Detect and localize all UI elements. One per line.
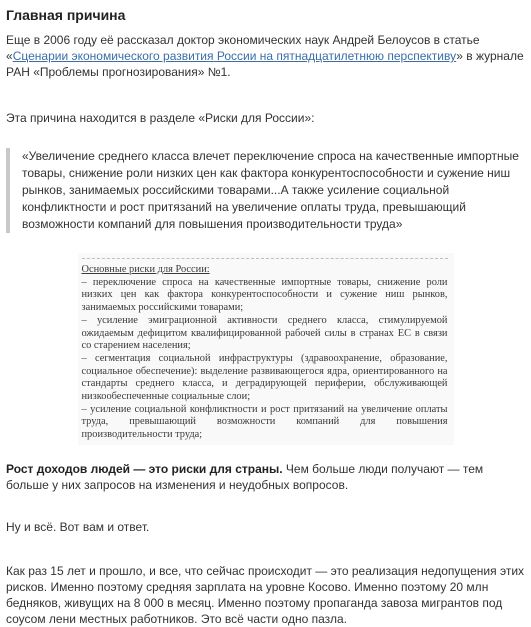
section-paragraph: Эта причина находится в разделе «Риски для России»:: [6, 111, 315, 125]
intro-paragraph: [6, 32, 525, 80]
scan-item: – сегментация социальной инфраструктуры (здравоохранение, образование, социальное обеспечение): выделение развивающегося ядра, ориентированного на стандарты среднего класса, и деградирующей периферии, обслуживающей низкообеспеченные социальные слои;: [81, 352, 448, 403]
intro-text-after: » в журнале РАН «Проблемы прогнозирования» №1.: [6, 49, 524, 79]
blockquote: «Увеличение среднего класса влечет переключение спроса на качественные импортные товары, снижение роли низких цен как фактора конкурентоспособности и сужение ниш рынков, занимаемых российскими товарами...А также усиление социальной конфликтности и рост притязаний на увеличение оплаты труда, превышающий возможности компаний для повышения производительности труда»: [6, 148, 525, 233]
scan-item: – переключение спроса на качественные импортные товары, снижение роли низких цен как фактора конкурентоспособности и сужение ниш рынков, занимаемых российскими товарами;: [81, 276, 448, 314]
conclusion-text: Чем больше люди получают — тем больше у них запросов на изменения и неудобных вопросов.: [6, 462, 484, 492]
final-paragraph: Как раз 15 лет и прошло, и все, что сейчас происходит — это реализация недопущения этих рисков. Именно поэтому средняя зарплата на уровне Косово. Именно поэтому 20 млн бедняков, живущих на 8 000 в месяц. Именно поэтому пропаганда завоза мигрантов под соусом лени местных работников. Это всё части одно пазла.: [6, 564, 525, 626]
scanned-document-image: [78, 253, 454, 445]
scan-item: – усиление социальной конфликтности и рост притязаний на увеличение оплаты труда, превышающий возможности компаний для повышения производительности труда;: [81, 403, 448, 441]
article: [6, 0, 525, 627]
intro-text-before: Еще в 2006 году её рассказал доктор экономических наук Андрей Белоусов в статье «: [6, 33, 480, 63]
scan-top-edge: [82, 258, 448, 261]
conclusion-paragraph: [6, 461, 525, 493]
section-heading: Главная причина: [6, 7, 126, 23]
bold-statement: Рост доходов людей — это риски для страны.: [6, 462, 283, 476]
scan-item: – усиление эмиграционной активности среднего класса, стимулируемой ожидаемым дефицитом квалифицированной рабочей силы в странах ЕС в связи со старением населения;: [81, 314, 448, 352]
short-paragraph: Ну и всё. Вот вам и ответ.: [6, 520, 150, 534]
scan-title: Основные риски для России:: [81, 264, 210, 275]
article-link[interactable]: Сценарии экономического развития России на пятнадцатилетнюю перспективу: [12, 49, 457, 63]
